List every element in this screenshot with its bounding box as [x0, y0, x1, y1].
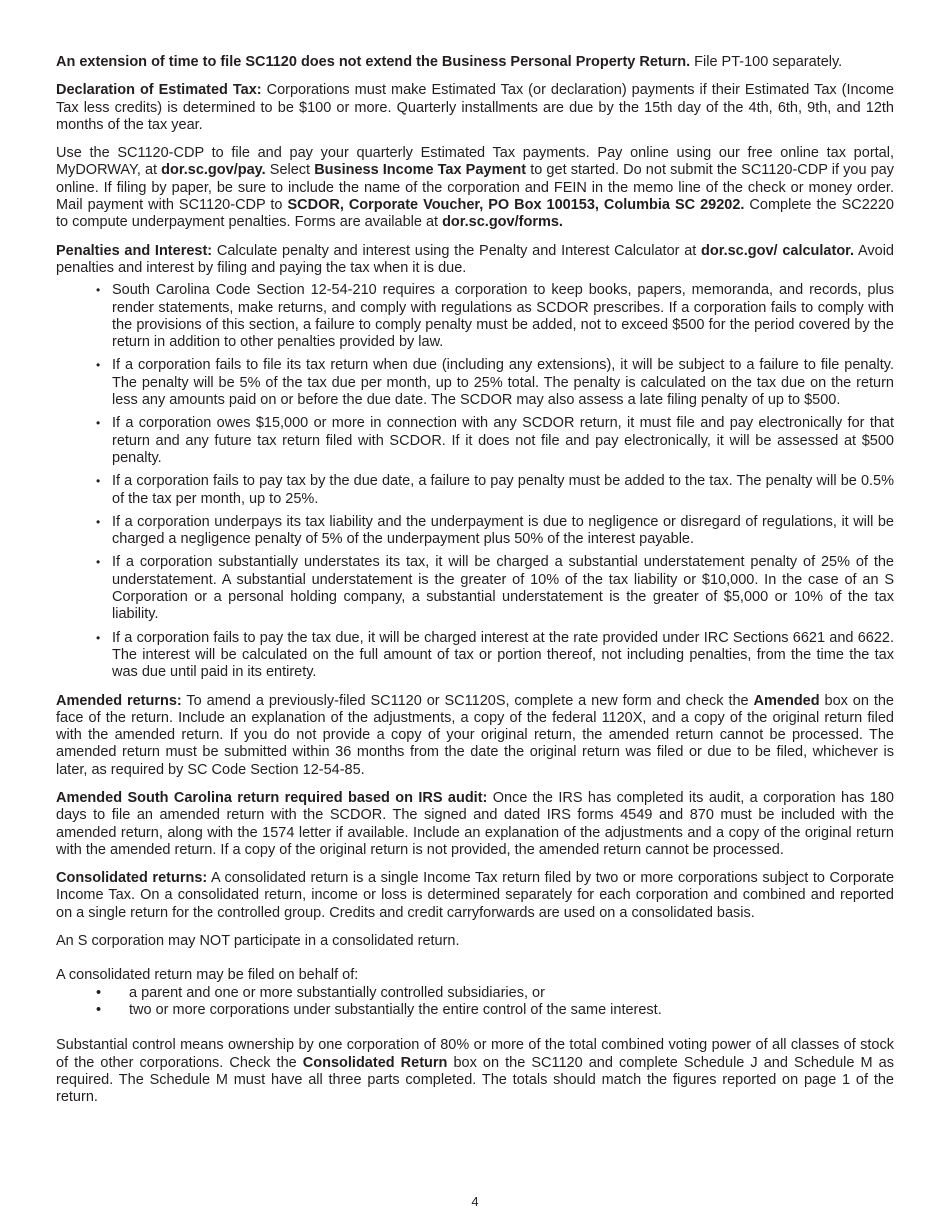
consolidated-behalf-list [56, 985, 894, 1020]
forms-url: dor.sc.gov/forms. [442, 214, 563, 231]
amended-returns-paragraph: Amended returns: To amend a previously-filed SC1120 or SC1120S, complete a new form and check the Amended box on the face of the return. Include an explanation of the adjustments, a copy of the federal 1120X, and a copy of the original return filed with the amended return. If you do not provide a copy of your original return, the amended return cannot be processed. The amended return must be submitted within 36 months from the date the original return was filed or due to be filed, whichever is later, as required by SC Code Section 12-54-85. [56, 692, 894, 778]
cdp-paragraph: Use the SC1120-CDP to file and pay your quarterly Estimated Tax payments. Pay online using our free online tax portal, MyDORWAY, at dor.sc.gov/pay. Select Business Income Tax Payment to get started. Do not submit the SC1120-CDP if you pay online. If filing by paper, be sure to include the name of the corporation and FEIN in the memo line of the check or money order. Mail payment with SC1120-CDP to SCDOR, Corporate Voucher, PO Box 100153, Columbia SC 29202. Complete the SC2220 to compute underpayment penalties. Forms are available at dor.sc.gov/forms. [56, 145, 894, 231]
irs-audit-heading: Amended South Carolina return required based on IRS audit: [56, 789, 488, 806]
list-item: • If a corporation substantially understates its tax, it will be charged a substantial understatement penalty of 25% of the understatement. A substantial understatement is the greater of 10% of the tax liability or $10,000. In the case of an S Corporation or a personal holding company, a substantial understatement is the greater of $5,000 or 10% of the tax liability. [96, 554, 894, 623]
list-item: • If a corporation owes $15,000 or more in connection with any SCDOR return, it must file and pay electronically for that return and any future tax return filed with SCDOR. If it does not file and pay electronically, it will be assessed at $500 penalty. [96, 415, 894, 467]
estimated-tax-heading: Declaration of Estimated Tax: [56, 82, 262, 99]
penalties-heading: Penalties and Interest: [56, 242, 213, 259]
calculator-url: dor.sc.gov/ calculator. [701, 242, 855, 259]
extension-bold: An extension of time to file SC1120 does not extend the Business Personal Property Return. [56, 54, 691, 70]
mailing-address: SCDOR, Corporate Voucher, PO Box 100153, Columbia SC 29202. [287, 197, 745, 214]
penalties-paragraph: Penalties and Interest: Calculate penalty and interest using the Penalty and Interest Calculator at dor.sc.gov/ calculator. Avoid penalties and interest by filing and paying the tax when it is due. [56, 242, 894, 276]
extension-paragraph: An extension of time to file SC1120 does not extend the Business Personal Property Return. File PT-100 separately. [56, 54, 843, 70]
consolidated-paragraph: Consolidated returns: A consolidated return is a single Income Tax return filed by two or more corporations subject to Corporate Income Tax. On a consolidated return, income or loss is determined separately for each corporation and combined and reported on a single return for the controlled group. Credits and credit carryforwards are used on a consolidated basis. [56, 870, 895, 921]
consolidated-heading: Consolidated returns: [56, 870, 208, 887]
amended-returns-heading: Amended returns: [56, 692, 182, 709]
irs-audit-paragraph: Amended South Carolina return required based on IRS audit: Once the IRS has completed its audit, a corporation has 180 days to file an amended return with the SCDOR. The signed and dated IRS forms 4549 and 870 must be included with the amended return, along with the 1574 letter if available. Include an explanation of the adjustments and a copy of the original return with the amended return. If a copy of the original return is not provided, the amended return cannot be processed. [56, 789, 894, 858]
list-item: • South Carolina Code Section 12-54-210 requires a corporation to keep books, papers, memoranda, and records, plus render statements, make returns, and comply with regulations as SCDOR prescribes. If a corporation fails to comply with the provisions of this section, a failure to comply penalty must be added, not to exceed $500 for the period covered by the return in addition to other penalties provided by law. [96, 282, 894, 351]
page-content [56, 54, 894, 1117]
list-item: • If a corporation underpays its tax liability and the underpayment is due to negligence or disregard of regulations, it will be charged a negligence penalty of 5% of the underpayment plus 50% of the interest payable. [96, 514, 894, 549]
penalties-list [56, 282, 894, 681]
list-item: • If a corporation fails to file its tax return when due (including any extensions), it will be subject to a failure to file penalty. The penalty will be 5% of the tax due per month, up to 25% total. The penalty is calculated on the tax due on the return less any amounts paid on or before the due date. The SCDOR may also assess a late filing penalty of up to $500. [96, 357, 894, 409]
list-item: • a parent and one or more substantially controlled subsidiaries, or [56, 985, 894, 1002]
list-item: • If a corporation fails to pay tax by the due date, a failure to pay penalty must be added to the tax. The penalty will be 0.5% of the tax per month, up to 25%. [96, 473, 894, 508]
behalf-intro: A consolidated return may be filed on behalf of: [56, 967, 359, 984]
estimated-tax-paragraph: Declaration of Estimated Tax: Corporations must make Estimated Tax (or declaration) payments if their Estimated Tax (Income Tax less credits) is determined to be $100 or more. Quarterly installments are due by the 15th day of the 4th, 6th, 9th, and 12th months of the tax year. [56, 82, 895, 133]
list-item: • If a corporation fails to pay the tax due, it will be charged interest at the rate provided under IRC Sections 6621 and 6622. The interest will be calculated on the full amount of tax or portion thereof, not including penalties, from the time the tax was due until paid in its entirety. [96, 630, 894, 682]
page-number: 4 [471, 1194, 479, 1209]
list-item: • two or more corporations under substantially the entire control of the same interest. [56, 1002, 894, 1019]
pay-url: dor.sc.gov/pay. [161, 162, 266, 179]
substantial-control-paragraph: Substantial control means ownership by one corporation of 80% or more of the total combined voting power of all classes of stock of the other corporations. Check the Consolidated Return box on the SC1120 and complete Schedule J and Schedule M as required. The Schedule M must have all three parts completed. The totals should match the figures reported on page 1 of the return. [56, 1037, 894, 1106]
s-corp-note: An S corporation may NOT participate in a consolidated return. [56, 933, 460, 950]
